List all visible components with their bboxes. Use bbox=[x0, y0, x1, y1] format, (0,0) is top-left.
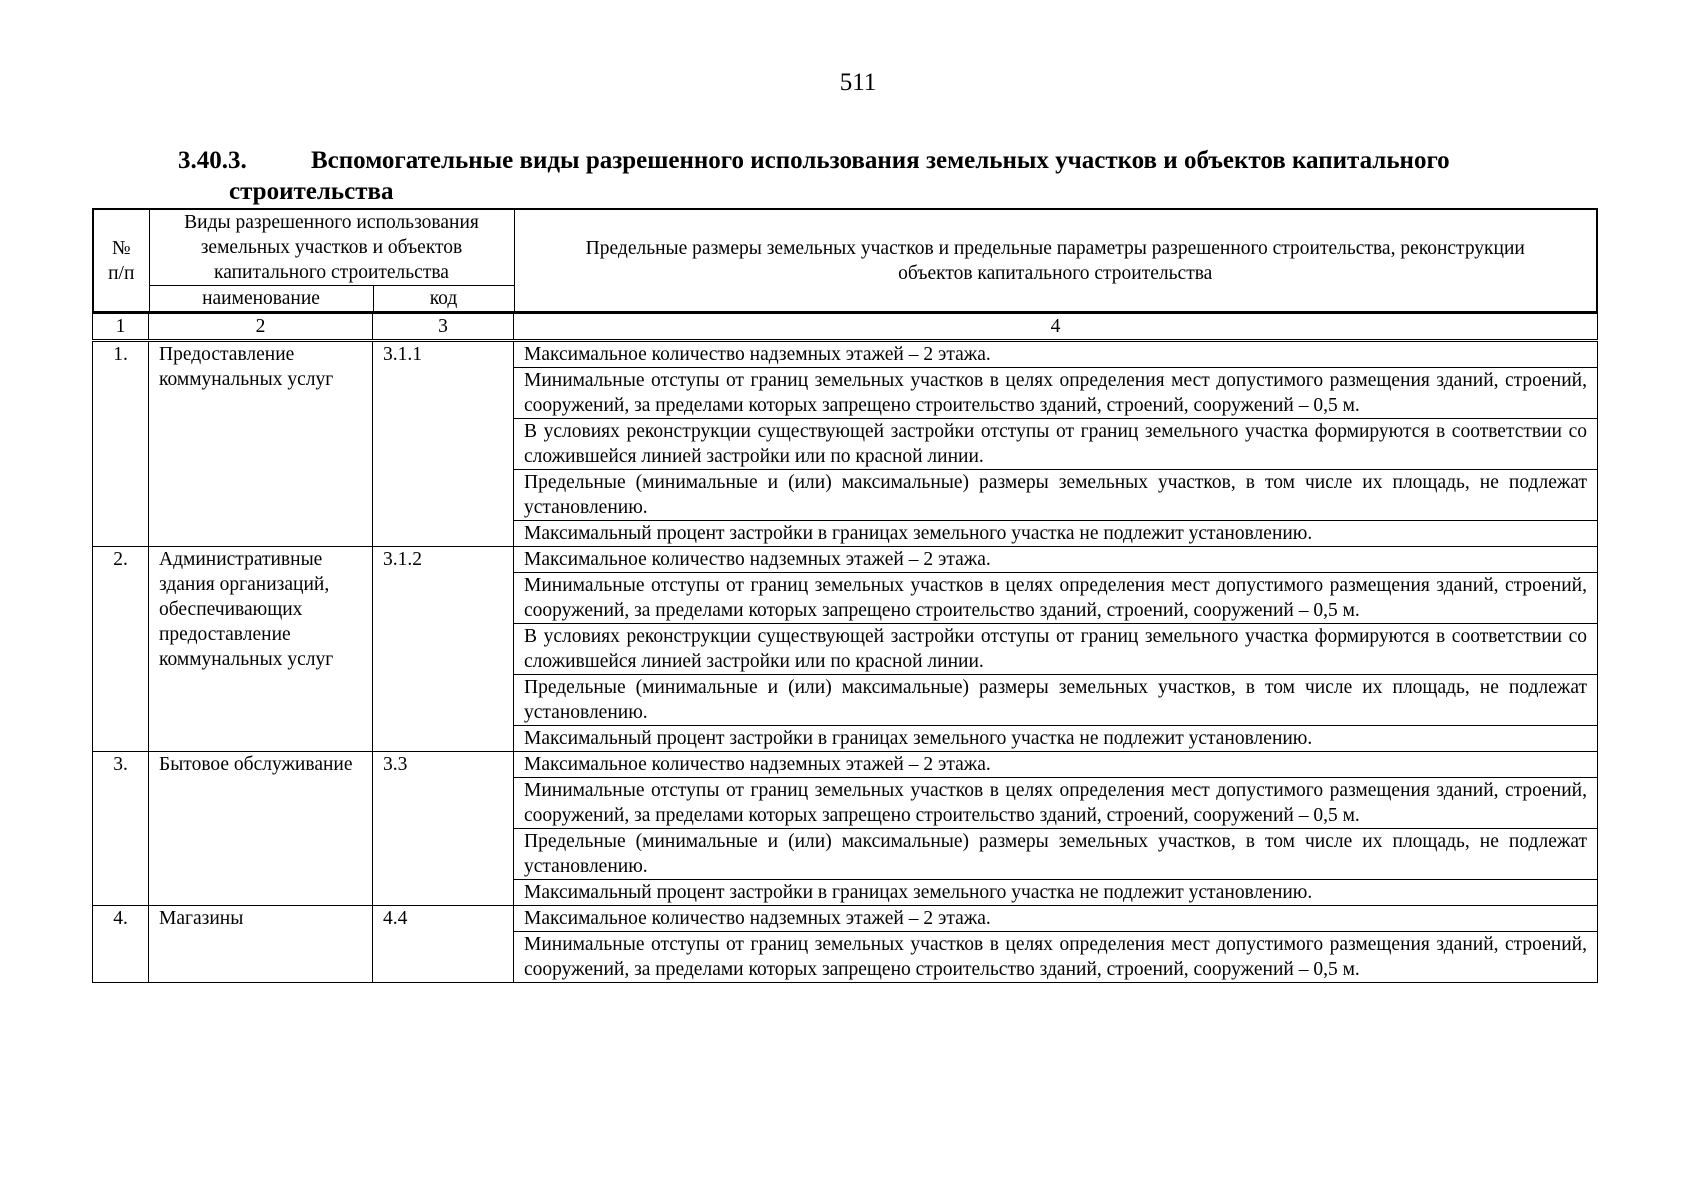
use-type-name: Административные здания организаций, обеспечивающих предоставление коммунальных услуг bbox=[149, 547, 373, 752]
parameter-text: В условиях реконструкции существующей застройки отступы от границ земельного участка формируются в соответствии со сложившейся линией застройки или по красной линии. bbox=[514, 624, 1598, 675]
use-type-name: Предоставление коммунальных услуг bbox=[149, 342, 373, 547]
use-type-name: Магазины bbox=[149, 906, 373, 983]
parameter-text: Максимальное количество надземных этажей – 2 этажа. bbox=[514, 342, 1598, 368]
parameter-text: Предельные (минимальные и (или) максимальные) размеры земельных участков, в том числе их площадь, не подлежат установлению. bbox=[514, 470, 1598, 521]
parameter-text: Предельные (минимальные и (или) максимальные) размеры земельных участков, в том числе их площадь, не подлежат установлению. bbox=[514, 829, 1598, 880]
use-type-code: 3.1.2 bbox=[373, 547, 514, 752]
table-row bbox=[93, 906, 1598, 932]
table-row bbox=[93, 752, 1598, 778]
parameter-text: Минимальные отступы от границ земельных участков в целях определения мест допустимого размещения зданий, строений, сооружений, за пределами которых запрещено строительство зданий, строений, сооружений – 0,5 м. bbox=[514, 932, 1598, 983]
parameter-text: Минимальные отступы от границ земельных участков в целях определения мест допустимого размещения зданий, строений, сооружений, за пределами которых запрещено строительство зданий, строений, сооружений – 0,5 м. bbox=[514, 368, 1598, 419]
use-type-name: Бытовое обслуживание bbox=[149, 752, 373, 906]
column-index-row bbox=[92, 313, 1598, 340]
section-title-line1: Вспомогательные виды разрешенного использования земельных участков и объектов капитального bbox=[311, 147, 1450, 174]
regulations-table bbox=[92, 341, 1598, 983]
page-number: 511 bbox=[839, 69, 877, 96]
section-number: 3.40.3. bbox=[178, 147, 247, 174]
parameter-text: Максимальное количество надземных этажей – 2 этажа. bbox=[514, 906, 1598, 932]
header-name: наименование bbox=[149, 286, 373, 313]
index-cell: 1 bbox=[93, 314, 149, 340]
row-number: 1. bbox=[93, 342, 149, 547]
section-title bbox=[178, 145, 1638, 207]
parameter-text: Максимальное количество надземных этажей – 2 этажа. bbox=[514, 547, 1598, 573]
parameter-text: Максимальный процент застройки в границах земельного участка не подлежит установлению. bbox=[514, 726, 1598, 752]
row-number: 2. bbox=[93, 547, 149, 752]
index-cell: 3 bbox=[373, 314, 514, 340]
parameter-text: Минимальные отступы от границ земельных участков в целях определения мест допустимого размещения зданий, строений, сооружений, за пределами которых запрещено строительство зданий, строений, сооружений – 0,5 м. bbox=[514, 573, 1598, 624]
header-types: Виды разрешенного использования земельных участков и объектов капитального строительства bbox=[149, 209, 514, 286]
parameter-text: Максимальное количество надземных этажей – 2 этажа. bbox=[514, 752, 1598, 778]
parameter-text: Предельные (минимальные и (или) максимальные) размеры земельных участков, в том числе их площадь, не подлежат установлению. bbox=[514, 675, 1598, 726]
header-limits: Предельные размеры земельных участков и предельные параметры разрешенного строительства, реконструкции объектов капитального строительства bbox=[514, 209, 1597, 312]
table-row bbox=[93, 547, 1598, 573]
parameter-text: Максимальный процент застройки в границах земельного участка не подлежит установлению. bbox=[514, 521, 1598, 547]
header-num: № п/п bbox=[93, 209, 149, 312]
parameter-text: Максимальный процент застройки в границах земельного участка не подлежит установлению. bbox=[514, 880, 1598, 906]
index-cell: 4 bbox=[514, 314, 1598, 340]
table-row bbox=[93, 342, 1598, 368]
parameter-text: Минимальные отступы от границ земельных участков в целях определения мест допустимого размещения зданий, строений, сооружений, за пределами которых запрещено строительство зданий, строений, сооружений – 0,5 м. bbox=[514, 778, 1598, 829]
use-type-code: 3.1.1 bbox=[373, 342, 514, 547]
row-number: 3. bbox=[93, 752, 149, 906]
header-code: код bbox=[373, 286, 514, 313]
use-type-code: 3.3 bbox=[373, 752, 514, 906]
row-number: 4. bbox=[93, 906, 149, 983]
index-cell: 2 bbox=[149, 314, 373, 340]
parameter-text: В условиях реконструкции существующей застройки отступы от границ земельного участка формируются в соответствии со сложившейся линией застройки или по красной линии. bbox=[514, 419, 1598, 470]
section-title-line2: строительства bbox=[229, 178, 394, 205]
use-type-code: 4.4 bbox=[373, 906, 514, 983]
table-header bbox=[92, 208, 1598, 313]
